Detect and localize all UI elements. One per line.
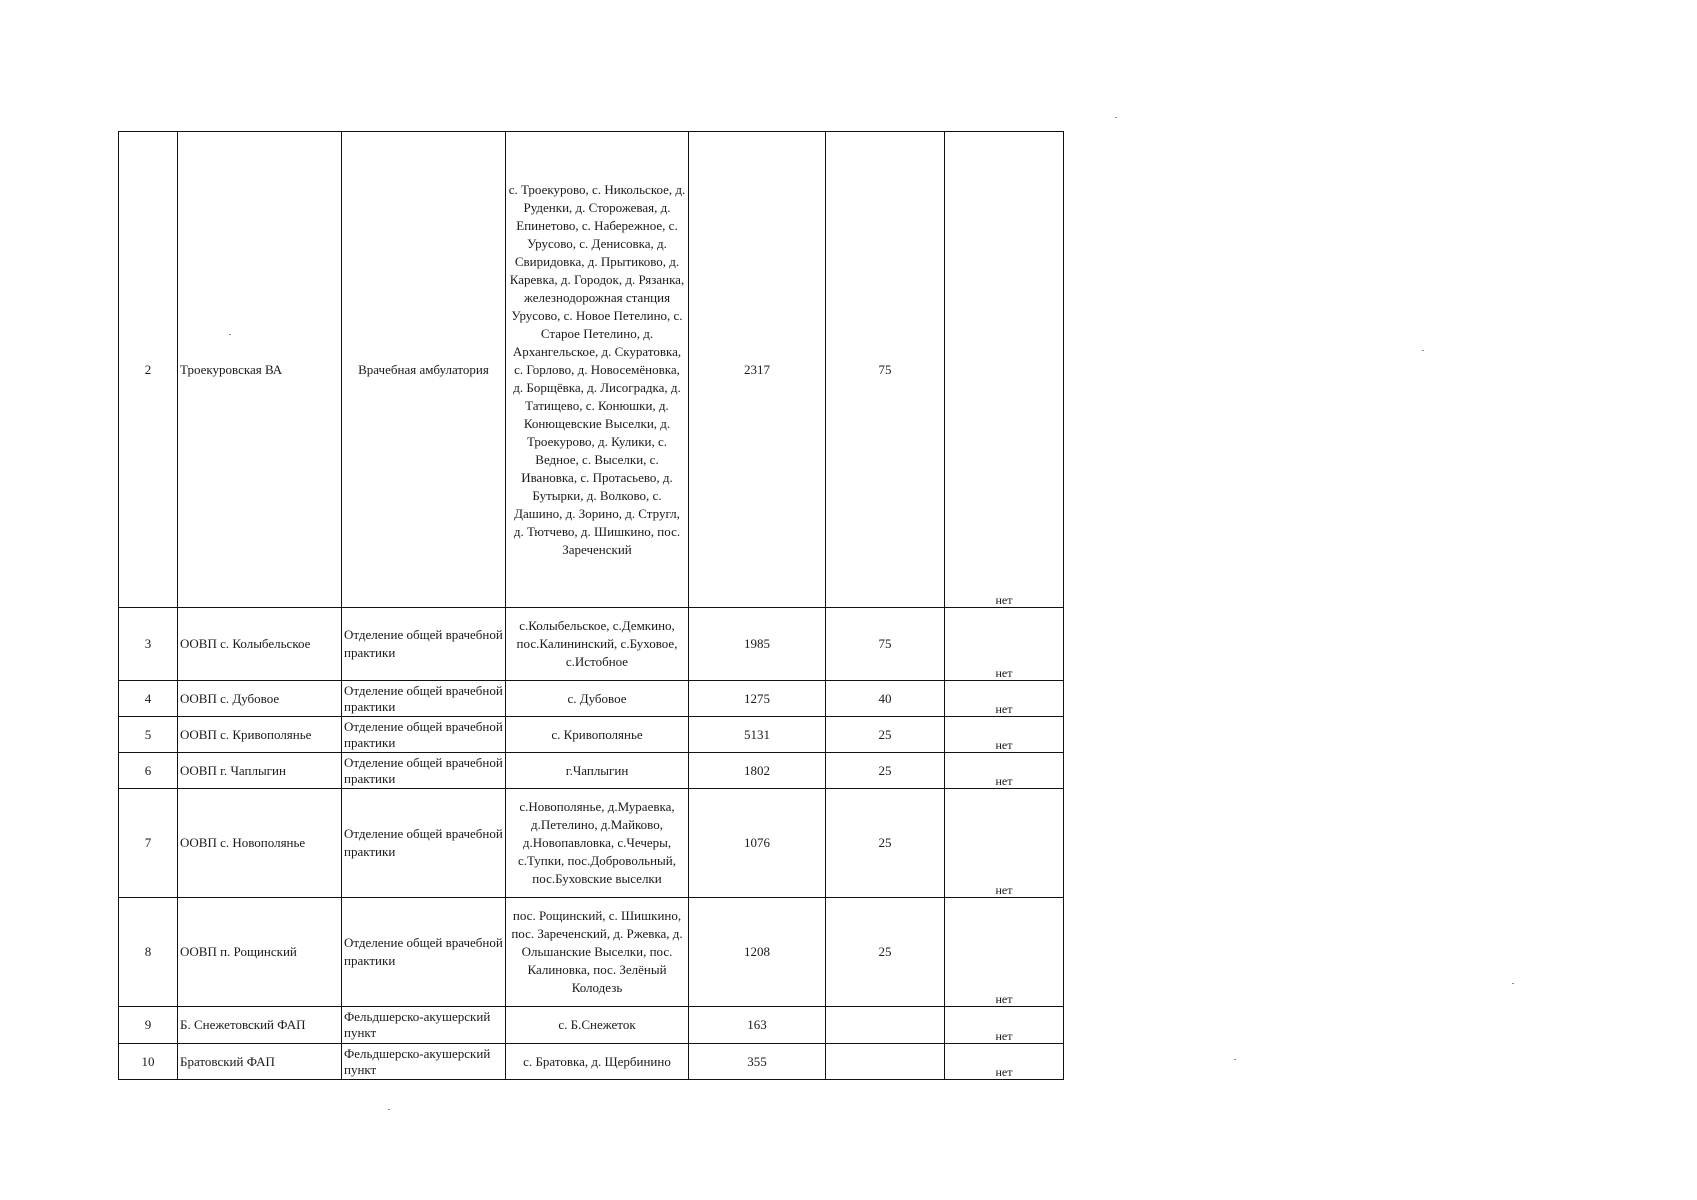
facility-name: ООВП п. Рощинский (178, 898, 342, 1007)
value (826, 1044, 945, 1080)
row-number: 7 (119, 789, 178, 898)
row-number: 8 (119, 898, 178, 1007)
facility-type: Отделение общей врачебной практики (342, 898, 506, 1007)
row-number: 6 (119, 753, 178, 789)
facility-name: ООВП г. Чаплыгин (178, 753, 342, 789)
facility-type: Отделение общей врачебной практики (342, 717, 506, 753)
population: 355 (689, 1044, 826, 1080)
table-row (119, 132, 1064, 608)
facility-name: ООВП с. Колыбельское (178, 608, 342, 681)
facility-name: ООВП с. Дубовое (178, 681, 342, 717)
value: 25 (826, 753, 945, 789)
facility-name: Троекуровская ВА (178, 132, 342, 608)
value (826, 1007, 945, 1044)
flag: нет (945, 1007, 1064, 1044)
settlements: г.Чаплыгин (506, 753, 689, 789)
scan-speck (1115, 117, 1117, 118)
table-row (119, 681, 1064, 717)
value: 25 (826, 898, 945, 1007)
row-number: 9 (119, 1007, 178, 1044)
facility-type: Фельдшерско-акушерский пункт (342, 1007, 506, 1044)
table-row (119, 1044, 1064, 1080)
flag: нет (945, 132, 1064, 608)
facility-name: Братовский ФАП (178, 1044, 342, 1080)
table-row (119, 753, 1064, 789)
value: 25 (826, 789, 945, 898)
scan-speck (229, 334, 231, 335)
flag: нет (945, 898, 1064, 1007)
flag: нет (945, 608, 1064, 681)
population: 1802 (689, 753, 826, 789)
scan-speck (1512, 983, 1514, 984)
facility-type: Фельдшерско-акушерский пункт (342, 1044, 506, 1080)
facility-table (118, 131, 1064, 1080)
flag: нет (945, 717, 1064, 753)
population: 2317 (689, 132, 826, 608)
row-number: 10 (119, 1044, 178, 1080)
table-row (119, 1007, 1064, 1044)
facility-name: ООВП с. Новополянье (178, 789, 342, 898)
settlements: с.Колыбельское, с.Демкино, пос.Калининский, с.Буховое, с.Истобное (506, 608, 689, 681)
table-row (119, 789, 1064, 898)
flag: нет (945, 681, 1064, 717)
table-row (119, 717, 1064, 753)
facility-name: Б. Снежетовский ФАП (178, 1007, 342, 1044)
scan-speck (1422, 350, 1424, 351)
row-number: 2 (119, 132, 178, 608)
scan-speck (388, 1109, 390, 1110)
value: 75 (826, 608, 945, 681)
value: 75 (826, 132, 945, 608)
facility-type: Отделение общей врачебной практики (342, 789, 506, 898)
row-number: 4 (119, 681, 178, 717)
population: 163 (689, 1007, 826, 1044)
facility-type: Врачебная амбулатория (342, 132, 506, 608)
row-number: 5 (119, 717, 178, 753)
settlements: с. Кривополянье (506, 717, 689, 753)
population: 1076 (689, 789, 826, 898)
settlements: с. Троекурово, с. Никольское, д. Руденки, д. Сторожевая, д. Епинетово, с. Набережное, с. Урусово, с. Денисовка, д. Свиридовка, д. Прытиково, д. Каревка, д. Городок, д. Рязанка, железнодорожная станция Урусово, с. Новое Петелино, с. Старое Петелино, д. Архангельское, д. Скуратовка, с. Горлово, д. Новосемёновка, д. Борщёвка, д. Лисоградка, д. Татищево, с. Конюшки, д. Конющевские Выселки, д. Троекурово, д. Кулики, с. Ведное, с. Выселки, с. Ивановка, с. Протасьево, д. Бутырки, д. Волково, с. Дашино, д. Зорино, д. Стругл, д. Тютчево, д. Шишкино, пос. Зареченский (506, 132, 689, 608)
settlements: с. Братовка, д. Щербинино (506, 1044, 689, 1080)
facility-type: Отделение общей врачебной практики (342, 681, 506, 717)
facility-type: Отделение общей врачебной практики (342, 753, 506, 789)
population: 5131 (689, 717, 826, 753)
flag: нет (945, 753, 1064, 789)
row-number: 3 (119, 608, 178, 681)
flag: нет (945, 789, 1064, 898)
value: 40 (826, 681, 945, 717)
settlements: с. Дубовое (506, 681, 689, 717)
value: 25 (826, 717, 945, 753)
population: 1275 (689, 681, 826, 717)
population: 1208 (689, 898, 826, 1007)
settlements: пос. Рощинский, с. Шишкино, пос. Зареченский, д. Ржевка, д. Ольшанские Выселки, пос. Калиновка, пос. Зелёный Колодезь (506, 898, 689, 1007)
settlements: с. Б.Снежеток (506, 1007, 689, 1044)
table-row (119, 898, 1064, 1007)
table-row (119, 608, 1064, 681)
flag: нет (945, 1044, 1064, 1080)
population: 1985 (689, 608, 826, 681)
scan-speck (1234, 1059, 1236, 1060)
facility-type: Отделение общей врачебной практики (342, 608, 506, 681)
facility-name: ООВП с. Кривополянье (178, 717, 342, 753)
settlements: с.Новополянье, д.Мураевка, д.Петелино, д.Майково, д.Новопавловка, с.Чечеры, с.Тупки, пос.Добровольный, пос.Буховские выселки (506, 789, 689, 898)
